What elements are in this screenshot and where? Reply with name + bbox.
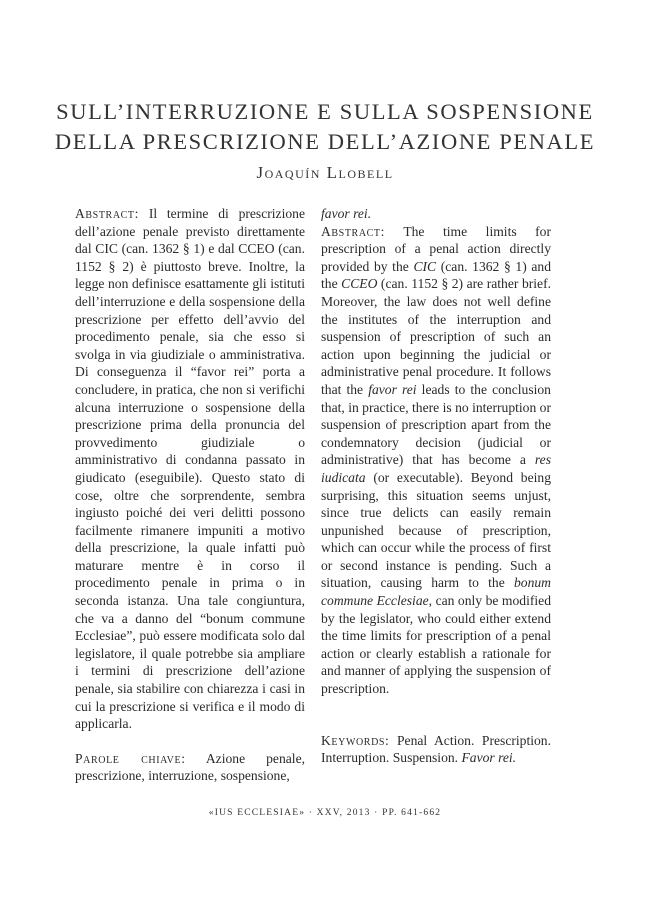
journal-footer: «IUS ECCLESIAE» · XXV, 2013 · PP. 641-662 [208, 808, 442, 818]
keywords-text-en: Penal Action. Prescription. Interruption. Suspension. [321, 732, 551, 766]
abstract-italian [75, 205, 305, 733]
title-line-2: DELLA PRESCRIZIONE DELL’AZIONE PENALE [54, 129, 596, 154]
article-title [0, 97, 650, 157]
author-name: Joaquín Llobell [256, 163, 394, 182]
abstract-label-en: Abstract: [321, 223, 386, 239]
keywords-italian [75, 750, 305, 785]
keywords-text-it: Azione penale, prescrizione, interruzione, sospensione, [75, 750, 306, 784]
keywords-favor-en: Favor rei. [461, 750, 517, 766]
english-column [321, 205, 551, 767]
title-line-1: SULL’INTERRUZIONE E SULLA SOSPENSIONE [56, 99, 594, 124]
abstract-text-it: Il termine di prescrizione dell’azione penale previsto direttamente dal CIC (can. 1362 § 1) e dal CCEO (can. 1152 § 2) è piuttosto breve. Inoltre, la legge non definisce esattamente gli istituti dell’interruzione e della sospensione della prescrizione per effetto dell’avvio del procedimento penale, sia che esso si svolga in via giudiziale o amministrativa. Di conseguenza il “favor rei” porta a concludere, in pratica, che non si verifichi alcuna interruzione o sospensione della prescrizione prima della pronuncia del provvedimento giudiziale o amministrativo di condanna passato in giudicato (eseguibile). Questo stato di cose, oltre che sorprendente, sembra ingiusto poiché dei veri delitti possono facilmente rimanere impuniti a motivo della prescrizione, la quale infatti può maturare mentre è in corso il procedimento penale in prima o in seconda istanza. Una tale congiuntura, che va a danno del “bonum commune Ecclesiae”, può essere modificata solo dal legislatore, il quale potrebbe sia ampliare i termini di prescrizione dell’azione penale, sia stabilire con chiarezza i casi in cui la prescrizione si verifica e il modo di applicarla. [75, 206, 305, 732]
keywords-english [321, 732, 551, 767]
abstract-english: Abstract: The time limits for prescription of a penal action directly provided by the CIC (can. 1362 § 1) and the CCEO (can. 1152 § 2) are rather brief. Moreover, the law does not well define the institutes of the interruption and suspension of prescription of such an action upon beginning the judicial or administrative penal procedure. It follows that the favor rei leads to the conclusion that, in practice, there is no interruption or suspension of prescription apart from the condemnatory decision (judicial or administrative) that has become a res iudicata (or executable). Beyond being surprising, this situation seems unjust, since true delicts can easily remain unpunished because of prescription, which can occur while the process of first or second instance is pending. Such a situation, causing harm to the bonum commune Ecclesiae, can only be modified by the legislator, who could either extend the time limits for prescription of a penal action or clearly establish a rationale for and manner of applying the suspension of prescription. [321, 223, 552, 697]
keywords-label-en: Keywords: [321, 732, 390, 748]
italian-column [75, 205, 305, 785]
abstract-label-it: Abstract: [75, 206, 140, 221]
keywords-it-continuation: favor rei. [321, 206, 372, 221]
keywords-label-it: Parole chiave: [75, 750, 186, 766]
